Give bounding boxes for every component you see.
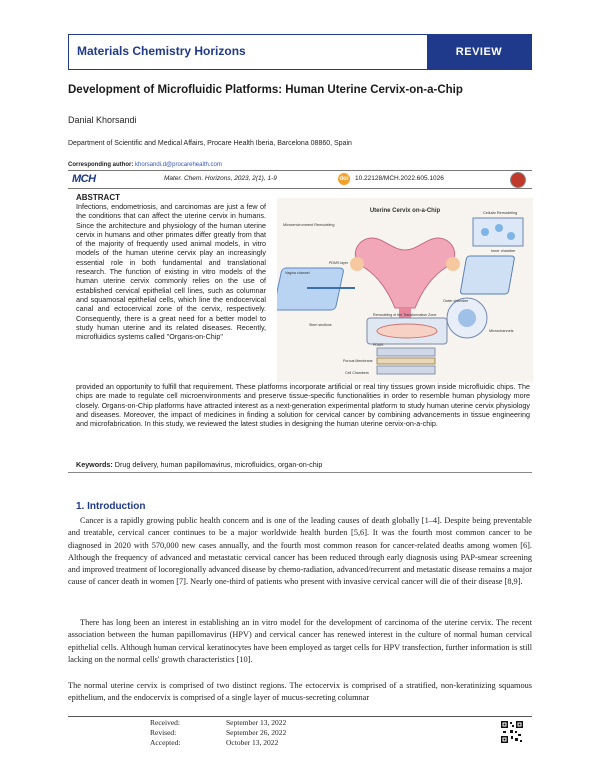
crossmark-icon[interactable] <box>510 172 526 188</box>
graphic-label: Stem sections <box>309 323 332 327</box>
graphic-label: Microenvironment Remodeling <box>283 223 335 227</box>
keywords-label: Keywords: <box>76 460 113 469</box>
body-paragraph: The normal uterine cervix is comprised of two distinct regions. The ectocervix is comprised of a stratified, non-keratinizing squamous epithelium, and the endocervix is comprised of a single layer of mucus-secreting columnar <box>68 681 532 703</box>
keywords-text: Drug delivery, human papillomavirus, microfluidics, organ-on-chip <box>114 460 323 469</box>
cell-dot <box>507 232 515 240</box>
journal-header <box>68 34 532 70</box>
citation-text: Mater. Chem. Horizons, 2023, 2(1), 1-9 <box>164 175 277 182</box>
ovary-right <box>446 257 460 271</box>
corresponding-label: Corresponding author: <box>68 162 134 168</box>
journal-logo: MCH <box>72 173 96 185</box>
article-title: Development of Microfluidic Platforms: Human Uterine Cervix-on-a-Chip <box>68 84 463 96</box>
graphic-label: Porous Membrane <box>343 359 373 363</box>
inner-chamber-panel <box>460 256 515 294</box>
keywords <box>76 460 322 469</box>
graphic-label: Microchannels <box>489 329 514 333</box>
corresponding-author <box>68 162 222 168</box>
article-type-badge: REVIEW <box>427 35 531 69</box>
footer-divider <box>68 716 532 717</box>
cell-dot <box>495 224 503 232</box>
journal-name: Materials Chemistry Horizons <box>77 44 246 58</box>
graphical-abstract <box>277 198 533 382</box>
doi-icon: doi <box>338 173 350 185</box>
graphic-label: PDMS layer <box>329 261 349 265</box>
received-date: September 13, 2022 <box>226 718 287 727</box>
graphic-label: Cellular Remodeling <box>483 211 518 215</box>
ovary-left <box>350 257 364 271</box>
author-name: Danial Khorsandi <box>68 115 137 125</box>
abstract-text-part2: provided an opportunity to fulfill that requirement. These platforms incorporate artificial or real tiny tissues grown inside microfluidic chips. The chips are made to regulate cell microenvironments and preserve tissue-specific functionalities in order to resemble human physiology more closely. Organs-on-Chip platforms have attracted interest as a next-generation experimental platform to study human uterine cervix physiology and diseases. Moreover, the impact of medicines in finding a solution for cervical cancer by combining advancements in tissue engineering and microfabrication. In this study, we reviewed the latest studies in designing the human uterine cervix-on-a-chip. <box>76 382 530 429</box>
affiliation: Department of Scientific and Medical Affairs, Procare Health Iberia, Barcelona 08860, Spain <box>68 140 352 147</box>
qr-code-icon[interactable] <box>500 720 524 744</box>
section-heading: 1. Introduction <box>76 501 146 512</box>
accepted-label: Accepted: <box>150 738 181 747</box>
citation-bar <box>68 170 532 189</box>
graphic-label: PDMS <box>373 343 384 347</box>
graphic-label: Remodeling of the Transformation Zone <box>373 313 437 317</box>
body-paragraph: Cancer is a rapidly growing public health concern and is one of the leading causes of death globally [1–4]. Despite being preventable and treatable, cervical cancer continues to be a major worldwide health burden [5,6]. It was the fourth most common cancer to be diagnosed in 2020 with 570,000 new cases annually, and the fourth most common reason for cancer-related deaths among women [6]. Although the frequency of advanced and metastatic cervical cancer has been reduced through early diagnosis using PAP-smear screening and improved treatment of locoregionally advanced disease by chemo-radiation, advanced/recurrent and metastatic disease remains a major cause of cancer death in women [7]. Nearly one-third of patients who present with invasive cervical cancer will die of their disease [8,9]. <box>68 516 532 587</box>
pdms-layer <box>377 348 435 356</box>
graphic-title: Uterine Cervix on-a-Chip <box>369 208 441 214</box>
revised-label: Revised: <box>150 728 177 737</box>
cellular-remodeling-panel <box>473 218 523 246</box>
graphic-label: Cell Chambers <box>345 371 369 375</box>
abstract-text-part1: Infections, endometriosis, and carcinomas are just a few of the conditions that can affect the uterine cervix in humans. Since the architecture and physiology of the human uterine cervix in humans and other primates differ greatly from that of the majority of frequently used animal models, in vitro models of the human uterine cervix play an increasingly essential role in both fundamental and translational research. The function of existing in vitro models of the human uterine cervix commonly relies on the use of established cervical epithelial cell lines, such as columnar and squamosal epithelial cells, which line the endocervical canal and ectocervical zone of the cervix, respectively. Consequently, there is a great need for a better model to study human uterine and its related diseases. Recently, microfluidics systems called "Organs-on-Chip" <box>76 202 266 342</box>
graphic-label: Inner chamber <box>491 249 516 253</box>
body-paragraph: There has long been an interest in establishing an in vitro model for the development of carcinoma of the uterine cervix. The recent association between the human papillomavirus (HPV) and cervical cancer has renewed interest in the culture of normal human cervical epithelial cells. Although human cervical keratinocytes have been employed as target cells for HPV transfection, further information is still lacking on the normal cells' growth characteristics [10]. <box>68 618 532 664</box>
corresponding-email[interactable]: khorsandi.d@procarehealth.com <box>135 162 222 168</box>
transformation-zone <box>377 324 437 338</box>
accepted-date: October 13, 2022 <box>226 738 279 747</box>
divider <box>68 472 532 473</box>
graphic-label: Outer chamber <box>443 299 469 303</box>
porous-membrane-layer <box>377 358 435 364</box>
cell-dot <box>481 228 489 236</box>
revised-date: September 26, 2022 <box>226 728 287 737</box>
inner-chamber <box>458 309 476 327</box>
abstract-heading: ABSTRACT <box>76 193 120 202</box>
cell-chamber-layer <box>377 366 435 374</box>
graphic-label: Vagina channel <box>285 271 310 275</box>
received-label: Received: <box>150 718 180 727</box>
doi-link[interactable]: 10.22128/MCH.2022.605.1026 <box>355 175 444 182</box>
